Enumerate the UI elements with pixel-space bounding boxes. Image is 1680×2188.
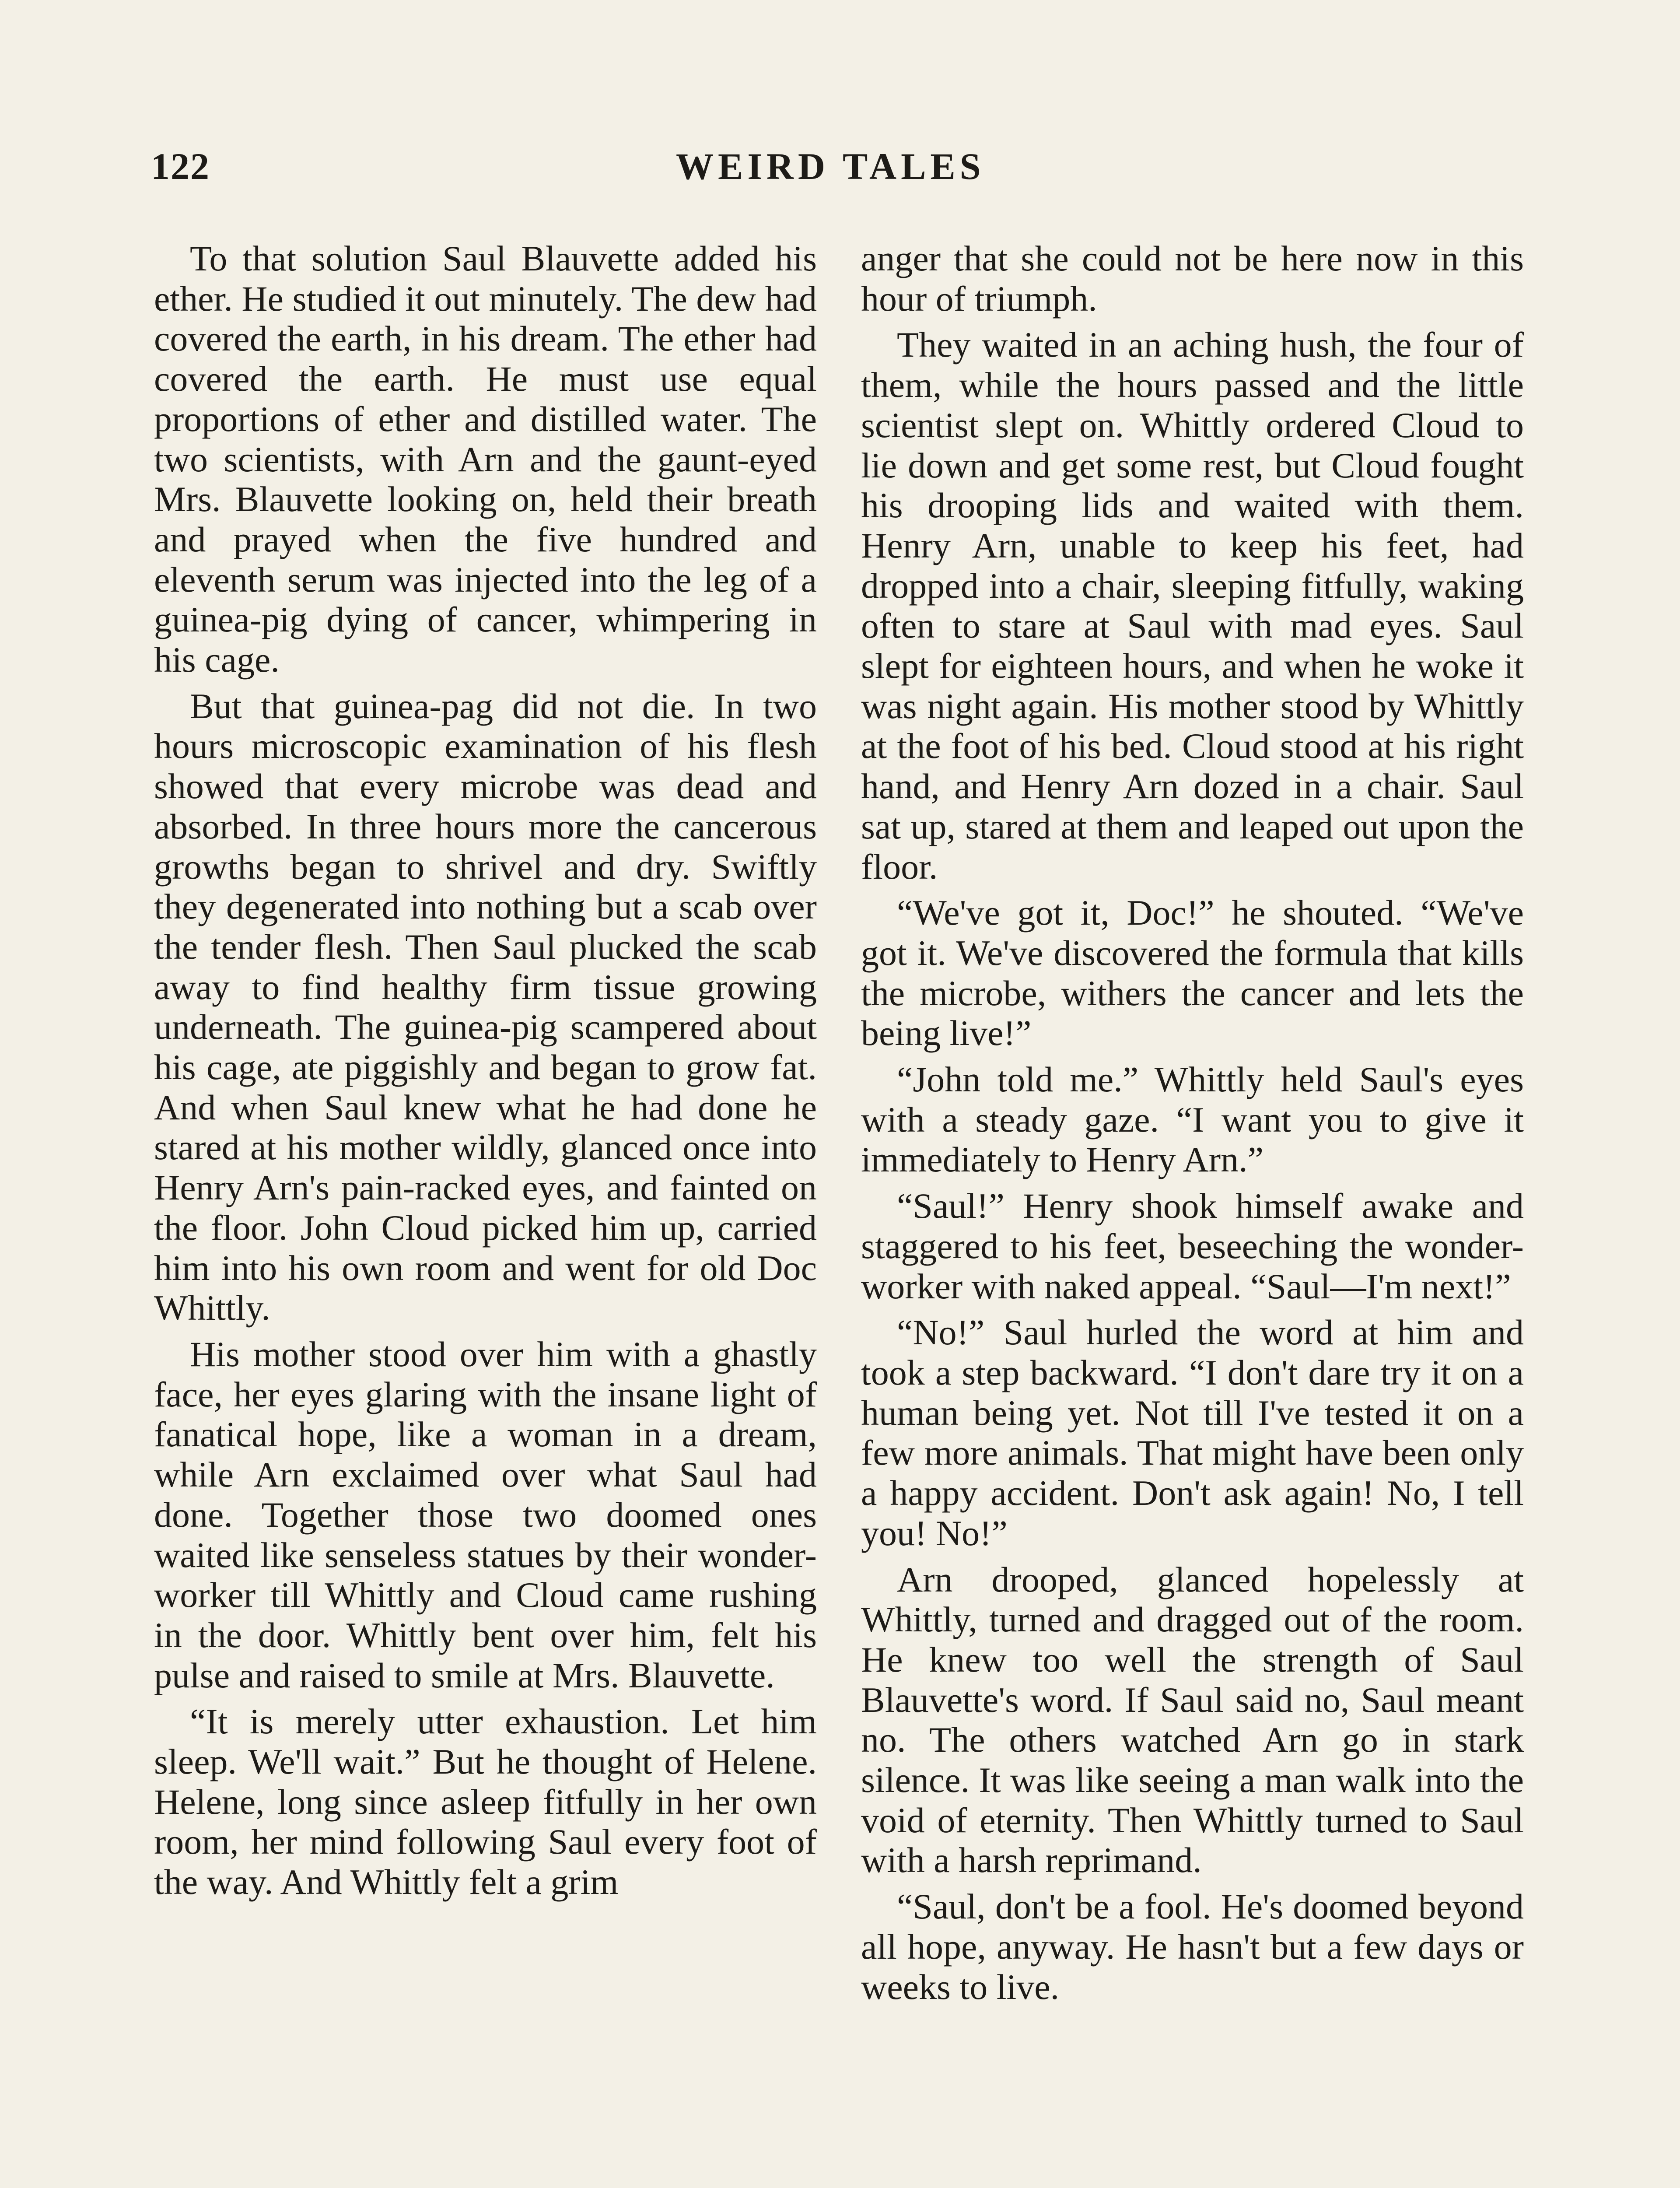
running-title: WEIRD TALES <box>676 145 985 187</box>
paragraph: “Saul!” Henry shook himself awake and staggered to his feet, beseeching the wonder-worker with naked appeal. “Saul—I'm next!” <box>861 1186 1524 1306</box>
paragraph: “Saul, don't be a fool. He's doomed beyond all hope, anyway. He hasn't but a few days or weeks to live. <box>861 1886 1524 2007</box>
paragraph: Arn drooped, glanced hopelessly at Whittly, turned and dragged out of the room. He knew too well the strength of Saul Blauvette's word. If Saul said no, Saul meant no. The others watched Arn go in stark silence. It was like seeing a man walk into the void of eternity. Then Whittly turned to Saul with a harsh reprimand. <box>861 1559 1524 1880</box>
paragraph: His mother stood over him with a ghastly face, her eyes glaring with the insane light of fanatical hope, like a woman in a dream, while Arn exclaimed over what Saul had done. Together those two doomed ones waited like senseless statues by their wonder-worker till Whittly and Cloud came rushing in the door. Whittly bent over him, felt his pulse and raised to smile at Mrs. Blauvette. <box>154 1334 817 1695</box>
paragraph: They waited in an aching hush, the four of them, while the hours passed and the little scientist slept on. Whittly ordered Cloud to lie down and get some rest, but Cloud fought his drooping lids and waited with them. Henry Arn, unable to keep his feet, had dropped into a chair, sleeping fitfully, waking often to stare at Saul with mad eyes. Saul slept for eighteen hours, and when he woke it was night again. His mother stood by Whittly at the foot of his bed. Cloud stood at his right hand, and Henry Arn dozed in a chair. Saul sat up, stared at them and leaped out upon the floor. <box>861 325 1524 887</box>
page-header <box>151 144 1529 201</box>
paragraph: But that guinea-pag did not die. In two hours microscopic examination of his flesh showed that every microbe was dead and absorbed. In three hours more the cancerous growths began to shrivel and dry. Swiftly they degenerated into nothing but a scab over the tender flesh. Then Saul plucked the scab away to find healthy firm tissue growing underneath. The guinea-pig scampered about his cage, ate piggishly and began to grow fat. And when Saul knew what he had done he stared at his mother wildly, glanced once into Henry Arn's pain-racked eyes, and fainted on the floor. John Cloud picked him up, carried him into his own room and went for old Doc Whittly. <box>154 686 817 1328</box>
paragraph: To that solution Saul Blauvette added his ether. He studied it out minutely. The dew had covered the earth, in his dream. The ether had covered the earth. He must use equal proportions of ether and distilled water. The two scientists, with Arn and the gaunt-eyed Mrs. Blauvette looking on, held their breath and prayed when the five hundred and eleventh serum was injected into the leg of a guinea-pig dying of cancer, whimpering in his cage. <box>154 238 817 680</box>
continued-paragraph: anger that she could not be here now in this hour of triumph. <box>861 238 1524 319</box>
left-column <box>154 238 817 1908</box>
paragraph: “John told me.” Whittly held Saul's eyes with a steady gaze. “I want you to give it immediately to Henry Arn.” <box>861 1059 1524 1180</box>
page-number: 122 <box>151 145 210 187</box>
paragraph: “We've got it, Doc!” he shouted. “We've got it. We've discovered the formula that kills the microbe, withers the cancer and lets the being live!” <box>861 893 1524 1053</box>
right-column <box>861 238 1524 2013</box>
paragraph: “It is merely utter exhaustion. Let him sleep. We'll wait.” But he thought of Helene. Helene, long since asleep fitfully in her own room, her mind following Saul every foot of the way. And Whittly felt a grim <box>154 1701 817 1902</box>
paragraph: “No!” Saul hurled the word at him and took a step backward. “I don't dare try it on a human being yet. Not till I've tested it on a few more animals. That might have been only a happy accident. Don't ask again! No, I tell you! No!” <box>861 1312 1524 1553</box>
